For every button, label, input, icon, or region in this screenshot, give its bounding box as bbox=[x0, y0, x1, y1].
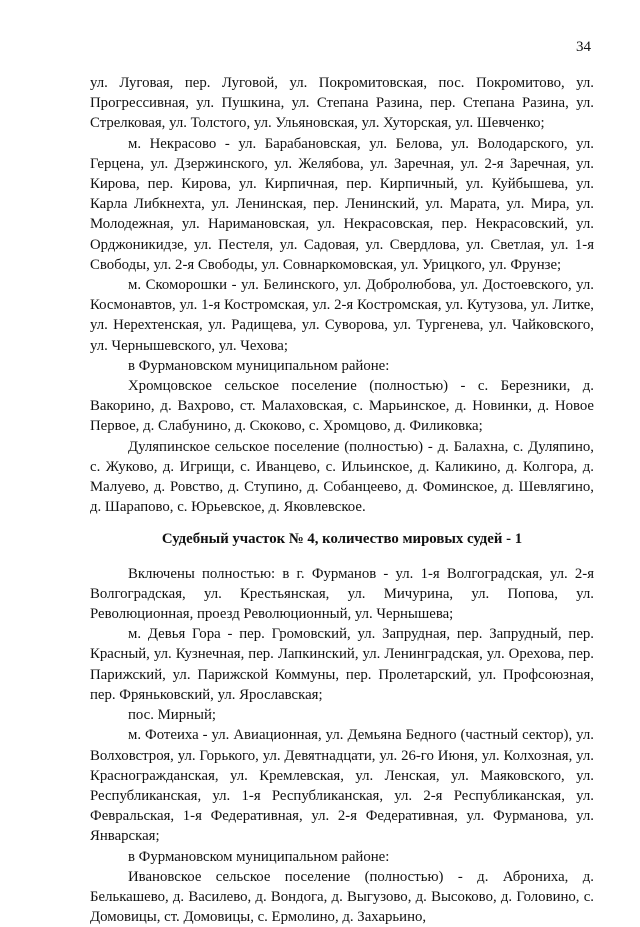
section-heading: Судебный участок № 4, количество мировых судей - 1 bbox=[161, 531, 523, 548]
paragraph-foteikha: м. Фотеиха - ул. Авиационная, ул. Демьяна Бедного (частный сектор), ул. Волховстроя, ул. Горького, ул. Девятнадцати, ул. 26-го Июня, ул. Колхозная, ул. Красногражданская, ул. Кремлевская, ул. Ленская, ул. Маяковского, ул. Республиканская, ул. 1-я Республиканская, ул. 2-я Республиканская, ул. Февральская, 1-я Федеративная, ул. 2-я Федеративная, ул. Фурманова, ул. Январская; bbox=[90, 727, 594, 845]
paragraph-skomoroshki: м. Скоморошки - ул. Белинского, ул. Добролюбова, ул. Достоевского, ул. Космонавтов, ул. 1-я Костромская, ул. 2-я Костромская, ул. Кутузова, ул. Литке, ул. Нерехтенская, ул. Радищева, ул. Суворова, ул. Тургенева, ул. Чайковского, ул. Чернышевского, ул. Чехова; bbox=[90, 277, 594, 354]
paragraph-dulyapinskoe: Дуляпинское сельское поселение (полностью) - д. Балахна, с. Дуляпино, с. Жуково, д. Игрищи, с. Иванцево, с. Ильинское, д. Каликино, д. Колгора, д. Малуево, д. Ровство, д. Ступино, д. Собанцеево, д. Фоминское, д. Шевлягино, д. Шарапово, с. Юрьевское, д. Яковлевское. bbox=[90, 438, 594, 516]
paragraph-streets-continued: ул. Луговая, пер. Луговой, ул. Покромитовская, пос. Покромитово, ул. Прогрессивная, ул. Пушкина, ул. Степана Разина, пер. Степана Разина, ул. Стрелковая, ул. Толстого, ул. Ульяновская, ул. Хуторская, ул. Шевченко; bbox=[90, 75, 594, 132]
paragraph-khromtsovskoe: Хромцовское сельское поселение (полностью) - с. Березники, д. Вакорино, д. Вахрово, ст. Малаховская, с. Марьинское, д. Новинки, д. Новое Первое, д. Слабунино, д. Скоково, с. Хромцово, д. Филиковка; bbox=[90, 378, 594, 435]
paragraph-district-intro: в Фурмановском муниципальном районе: bbox=[128, 357, 390, 374]
page-number: 34 bbox=[576, 39, 591, 55]
paragraph-nekrasovo: м. Некрасово - ул. Барабановская, ул. Белова, ул. Володарского, ул. Герцена, ул. Дзержинского, ул. Желябова, ул. Заречная, ул. 2-я Заречная, ул. Кирова, пер. Кирова, ул. Кирпичная, пер. Кирпичный, ул. Куйбышева, ул. Карла Либкнехта, ул. Ленинская, пер. Ленинский, ул. Марата, ул. Мира, ул. Молодежная, ул. Наримановская, ул. Некрасовская, пер. Некрасовский, ул. Орджоникидзе, ул. Пестеля, ул. Садовая, ул. Свердлова, ул. Светлая, ул. 1-я Свободы, ул. 2-я Свободы, ул. Совнаркомовская, ул. Урицкого, ул. Фрунзе; bbox=[90, 135, 594, 273]
document-body bbox=[90, 73, 594, 927]
paragraph-devya-gora: м. Девья Гора - пер. Громовский, ул. Запрудная, пер. Запрудный, пер. Красный, ул. Кузнечная, пер. Лапкинский, ул. Ленинградская, ул. Орехова, пер. Парижский, ул. Парижской Коммуны, пер. Пролетарский, ул. Профсоюзная, пер. Фряньковский, ул. Ярославская; bbox=[90, 626, 594, 703]
paragraph-mirny: пос. Мирный; bbox=[128, 707, 217, 724]
paragraph-ivanovskoe: Ивановское сельское поселение (полностью) - д. Аброниха, д. Белькашево, д. Василево, д. Вондога, д. Выгузово, д. Высоково, д. Головино, с. Домовицы, ст. Домовицы, с. Ермолино, д. Захарьино, bbox=[90, 868, 594, 926]
paragraph-included-fully: Включены полностью: в г. Фурманов - ул. 1-я Волгоградская, ул. 2-я Волгоградская, ул. Крестьянская, ул. Мичурина, ул. Попова, ул. Революционная, проезд Революционный, ул. Чернышева; bbox=[90, 565, 594, 623]
paragraph-district-intro-2: в Фурмановском муниципальном районе: bbox=[128, 848, 390, 865]
